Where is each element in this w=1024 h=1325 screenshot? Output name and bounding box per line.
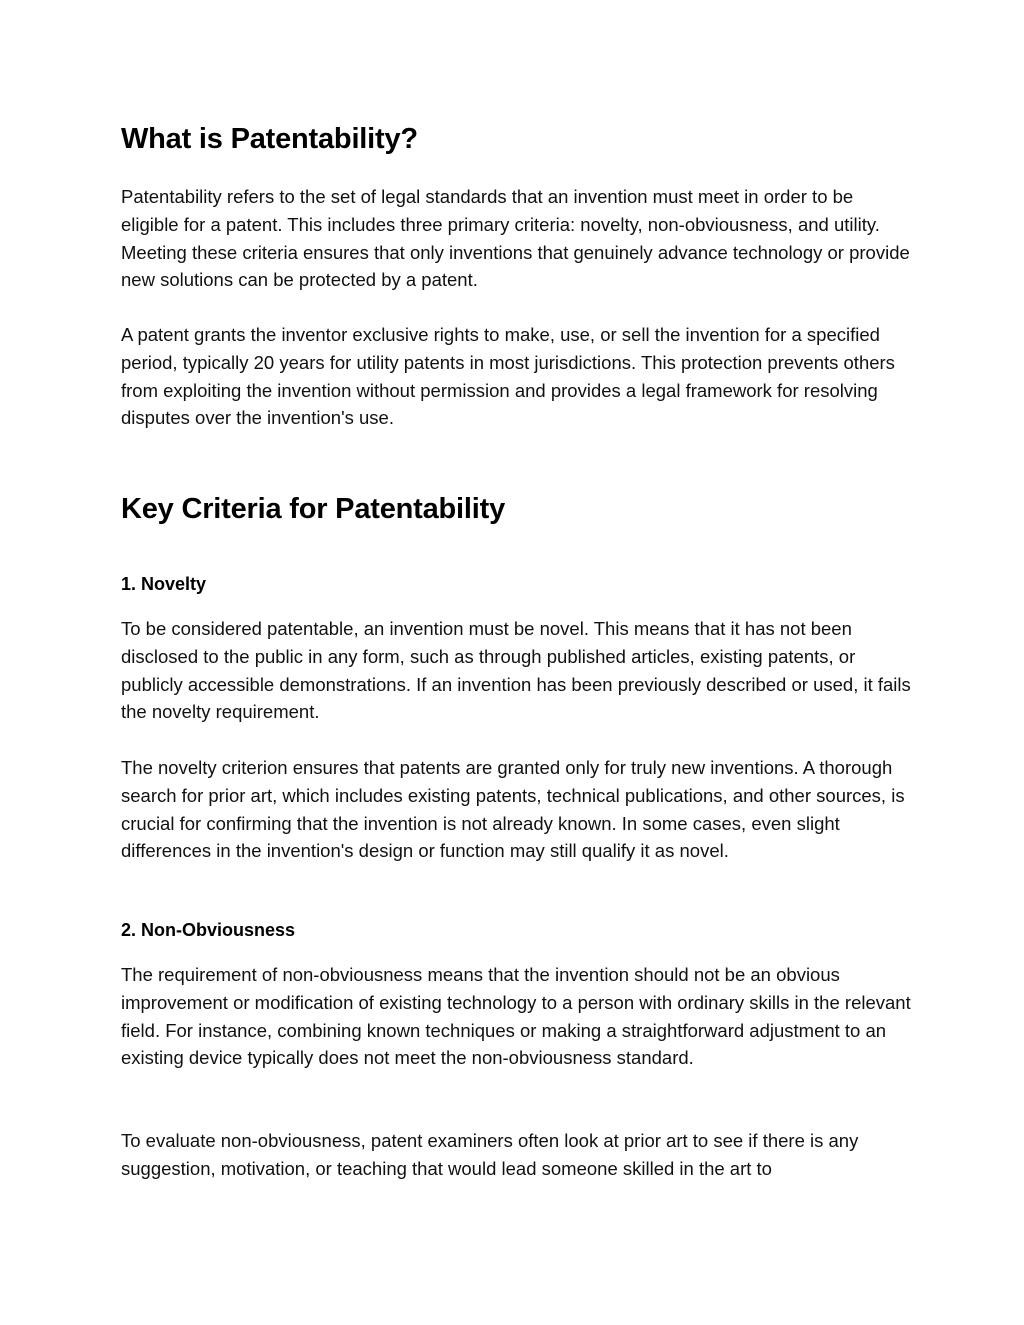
paragraph-non-obviousness-evaluation: To evaluate non-obviousness, patent examiners often look at prior art to see if there is any suggestion, motivation, or teaching that would lead someone skilled in the art to (121, 1130, 859, 1179)
subsection-heading-non-obviousness: 2. Non-Obviousness (121, 920, 296, 940)
section-title-key-criteria: Key Criteria for Patentability (121, 493, 505, 525)
paragraph-novelty-criterion: The novelty criterion ensures that patents are granted only for truly new inventions. A thorough search for prior art, which includes existing patents, technical publications, and other sources, is crucial for confirming that the invention is not already known. In some cases, even slight differences in the invention's design or function may still qualify it as novel. (121, 757, 905, 862)
paragraph-patent-rights: A patent grants the inventor exclusive rights to make, use, or sell the invention for a specified period, typically 20 years for utility patents in most jurisdictions. This protection prevents others from exploiting the invention without permission and provides a legal framework for resolving disputes over the invention's use. (121, 324, 895, 429)
subsection-heading-novelty: 1. Novelty (121, 574, 207, 594)
paragraph-novelty-definition: To be considered patentable, an invention must be novel. This means that it has not been disclosed to the public in any form, such as through published articles, existing patents, or publicly accessible demonstrations. If an invention has been previously described or used, it fails the novelty requirement. (121, 618, 911, 723)
paragraph-patentability-definition: Patentability refers to the set of legal standards that an invention must meet in order to be eligible for a patent. This includes three primary criteria: novelty, non-obviousness, and utility. Meeting these criteria ensures that only inventions that genuinely advance technology or provide new solutions can be protected by a patent. (121, 186, 910, 291)
paragraph-non-obviousness-definition: The requirement of non-obviousness means that the invention should not be an obvious improvement or modification of existing technology to a person with ordinary skills in the relevant field. For instance, combining known techniques or making a straightforward adjustment to an existing device typically does not meet the non-obviousness standard. (121, 964, 911, 1069)
section-title-what-is-patentability: What is Patentability? (121, 123, 418, 155)
